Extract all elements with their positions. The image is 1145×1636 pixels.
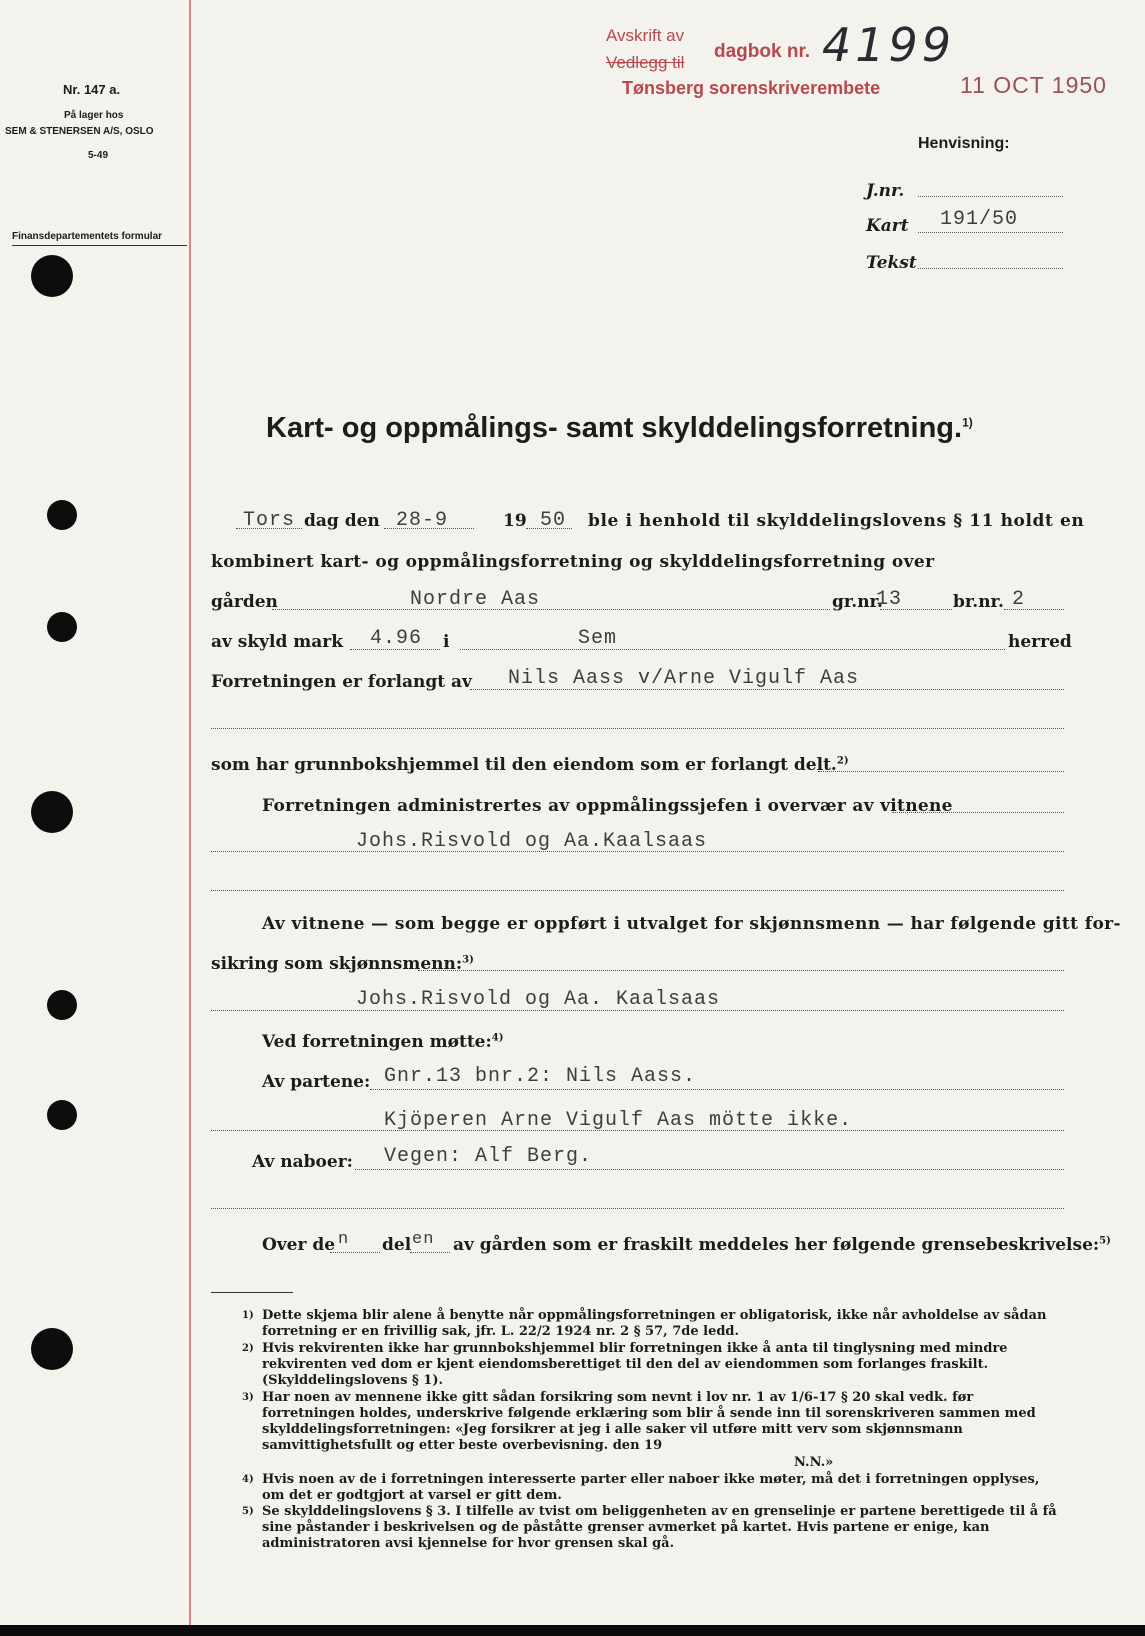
brnr-value: 2 <box>1012 588 1026 611</box>
grunnbok-text <box>211 755 849 775</box>
line1-text: ble i henhold til skylddelingslovens § 11 holdt en <box>588 511 1085 531</box>
over-label: Over de <box>262 1235 336 1255</box>
tekst-label: Tekst <box>866 253 917 273</box>
weekday-line <box>236 528 302 529</box>
weekday-value: Tors <box>243 509 296 532</box>
footnote-separator <box>211 1292 293 1293</box>
punch-hole <box>31 791 73 833</box>
skyld-label: av skyld mark <box>211 632 344 652</box>
del-label: del <box>382 1235 412 1255</box>
year-value: 50 <box>540 509 567 532</box>
motte-text <box>262 1032 503 1052</box>
margin-rule <box>189 0 191 1625</box>
kart-line <box>918 232 1063 233</box>
page-title <box>266 412 973 445</box>
line2-text: kombinert kart- og oppmålingsforretning og skylddelingsforretning over <box>211 552 935 572</box>
dag-den-label: dag den <box>304 511 380 531</box>
admin-text: Forretningen administrertes av oppmålingssjefen i overvær av vitnene <box>262 796 953 816</box>
stamp-vedlegg: Vedlegg til <box>606 53 685 72</box>
forlangt-line2 <box>211 728 1064 729</box>
footnote-2-text: Hvis rekvirenten ikke har grunnbokshjemmel blir forretningen ikke å anta til tinglysning med mindre rekvirenten ved dom er kjent eiendomsberettiget til den del av eiendommen som forlanges fraskilt. (Skylddelingslovens § 1). <box>262 1341 1008 1388</box>
form-number: Nr. 147 a. <box>63 82 121 97</box>
grunnbok-line <box>818 771 1064 772</box>
skjonn-label: sikring som skjønnsmenn: <box>211 954 463 974</box>
page-title-text: Kart- og oppmålings- samt skylddelingsforretning. <box>266 412 963 444</box>
garden-value: Nordre Aas <box>410 588 541 611</box>
naboer-line2 <box>211 1208 1064 1209</box>
punch-hole <box>47 612 77 642</box>
footnote-5-number: 5) <box>242 1506 254 1517</box>
formular-rule <box>12 245 187 246</box>
punch-hole <box>47 1100 77 1130</box>
stamp-office: Tønsberg sorenskriverembete <box>622 78 881 98</box>
grunnbok-footnote: 2) <box>836 755 849 767</box>
partene-value1: Gnr.13 bnr.2: Nils Aass. <box>384 1065 697 1088</box>
partene-value2: Kjöperen Arne Vigulf Aas mötte ikke. <box>384 1109 853 1132</box>
over-footnote: 5) <box>1099 1235 1111 1247</box>
garden-line <box>272 609 830 610</box>
over-rest-label: av gården som er fraskilt meddeles her følgende grensebeskrivelse: <box>453 1235 1100 1255</box>
footnote-4-number: 4) <box>242 1474 254 1485</box>
tekst-line <box>918 268 1063 269</box>
footnote-2-number: 2) <box>242 1343 254 1354</box>
motte-label: Ved forretningen møtte: <box>262 1032 492 1052</box>
supplier-line1: På lager hos <box>64 110 124 121</box>
punch-hole <box>31 255 73 297</box>
stamp-dagbok-number: 4199 <box>822 18 956 72</box>
motte-footnote: 4) <box>491 1032 504 1044</box>
partene-label: Av partene: <box>262 1072 371 1092</box>
brnr-label: br.nr. <box>953 592 1004 612</box>
jnr-line <box>918 196 1063 197</box>
date-line <box>384 528 474 529</box>
grnr-label: gr.nr. <box>832 592 883 612</box>
footnote-4 <box>242 1472 1064 1504</box>
vitner-value: Johs.Risvold og Aa.Kaalsaas <box>356 830 708 853</box>
partene-line1 <box>370 1089 1064 1090</box>
skjonn-line2 <box>211 954 474 974</box>
punch-hole <box>47 990 77 1020</box>
kart-value: 191/50 <box>940 208 1019 231</box>
admin-line <box>892 812 1064 813</box>
i-label: i <box>443 632 450 652</box>
kart-label: Kart <box>866 216 909 236</box>
formular-label: Finansdepartementets formular <box>12 231 163 242</box>
stamp-avskrift: Avskrift av <box>606 26 685 45</box>
skjonn-line <box>418 970 1064 971</box>
over-rest <box>453 1235 1111 1255</box>
date-value: 28-9 <box>396 509 449 532</box>
skjonn-line2-rule <box>211 1010 1064 1011</box>
punch-hole <box>31 1328 73 1370</box>
footnote-1 <box>242 1308 1064 1340</box>
skyld-value: 4.96 <box>370 627 423 650</box>
forlangt-value: Nils Aass v/Arne Vigulf Aas <box>508 667 860 690</box>
skjonn-footnote: 3) <box>462 954 474 966</box>
garden-label: gården <box>211 592 278 612</box>
jnr-label: J.nr. <box>866 181 905 201</box>
naboer-line1 <box>355 1169 1064 1170</box>
grunnbok-label: som har grunnbokshjemmel til den eiendom som er forlangt delt. <box>211 755 837 775</box>
footnote-2 <box>242 1341 1064 1389</box>
stamp-dagbok-label: dagbok nr. <box>714 41 811 62</box>
footnote-5-text: Se skylddelingslovens § 3. I tilfelle av tvist om beliggenheten av en grenselinje er partene berettigede til å få sine påstander i beskrivelsen og de påståtte grenser avmerket på kartet. Hvis partene er enige, kan administratoren avsi kjennelse for hvor grensen skal gå. <box>262 1504 1057 1551</box>
footnote-4-text: Hvis noen av de i forretningen interesserte parter eller naboer ikke møter, må det i forretningen opplyses, om det er godtgjort at varsel er gitt dem. <box>262 1472 1040 1503</box>
footnote-1-number: 1) <box>242 1310 254 1321</box>
grnr-value: 13 <box>876 588 903 611</box>
footnote-3 <box>242 1390 1064 1454</box>
punch-hole <box>47 500 77 530</box>
skjonn-line1: Av vitnene — som begge er oppført i utvalget for skjønnsmenn — har følgende gitt for- <box>262 914 1121 934</box>
over-line2 <box>410 1252 450 1253</box>
footnote-5 <box>242 1504 1064 1552</box>
over-fill1: n <box>338 1230 350 1249</box>
page-title-footnote: 1) <box>962 415 973 430</box>
vitner-line2 <box>211 890 1064 891</box>
vitner-line <box>211 851 1064 852</box>
herred-label: herred <box>1008 632 1072 652</box>
form-code: 5-49 <box>88 150 109 161</box>
henvisning-title: Henvisning: <box>918 135 1010 152</box>
herred-value: Sem <box>578 627 618 650</box>
herred-line <box>460 649 1005 650</box>
footnote-3-number: 3) <box>242 1392 254 1403</box>
stamp-date: 11 OCT 1950 <box>960 72 1107 98</box>
naboer-value: Vegen: Alf Berg. <box>384 1145 593 1168</box>
partene-line2 <box>211 1130 1064 1131</box>
over-fill2: en <box>412 1230 435 1249</box>
supplier-line2: SEM & STENERSEN A/S, OSLO <box>5 126 154 137</box>
year-line <box>526 528 572 529</box>
year-prefix: 19 <box>503 511 527 531</box>
footnote-3-signature: N.N.» <box>794 1455 834 1470</box>
footnote-3-text: Har noen av mennene ikke gitt sådan forsikring som nevnt i lov nr. 1 av 1/6-17 § 20 skal vedk. før forretningen holdes, underskrive følgende erklæring som blir å sende inn til sorenskriveren sammen med skylddelingsforretningen: «Jeg forsikrer at jeg i alle saker vil utføre mitt verv som skjønnsmann samvittighetsfullt og etter beste overbevisning. den 19 <box>262 1390 1036 1453</box>
naboer-label: Av naboer: <box>252 1152 353 1172</box>
skjonn-value: Johs.Risvold og Aa. Kaalsaas <box>356 988 721 1011</box>
footnote-1-text: Dette skjema blir alene å benytte når oppmålingsforretningen er obligatorisk, ikke når avholdelse av sådan forretning er en frivillig sak, jfr. L. 22/2 1924 nr. 2 § 57, 7de ledd. <box>262 1308 1047 1339</box>
forlangt-label: Forretningen er forlangt av <box>211 672 472 692</box>
over-line1 <box>330 1252 380 1253</box>
